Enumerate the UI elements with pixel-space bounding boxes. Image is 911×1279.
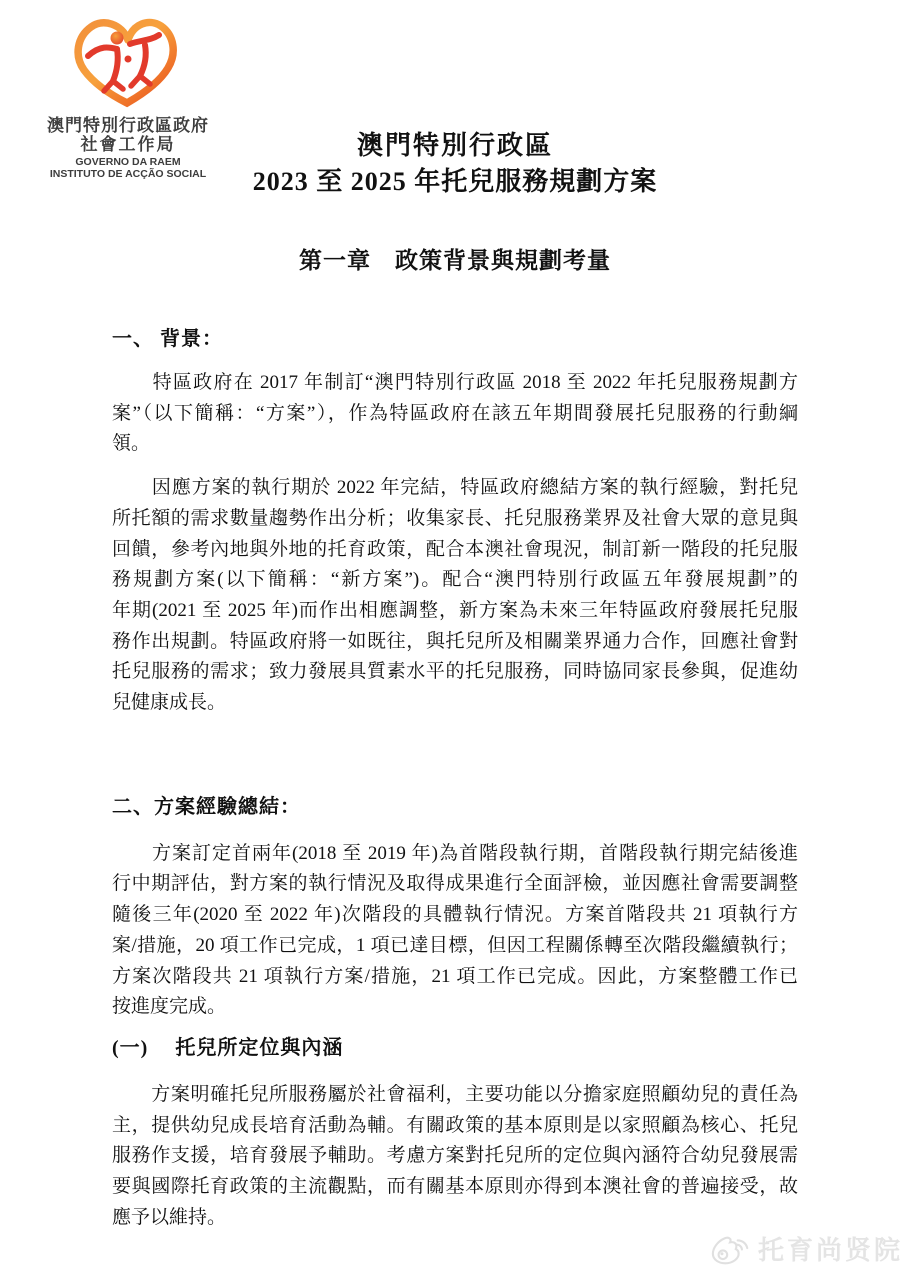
sub-section-number: (一) [112, 1036, 149, 1059]
document-body [112, 326, 798, 1233]
logo-dept-name-cn: 社會工作局 [80, 135, 176, 154]
paragraph-line: 行中期評估，對方案的執行情況及取得成果進行全面評檢，並因應社會需要調整 [112, 873, 798, 895]
paragraph-line: 方案次階段共 21 項執行方案/措施，21 項工作已完成。因此，方案整體工作已 [112, 965, 798, 987]
paragraph-line: 案/措施，20 項工作已完成，1 項已達目標，但因工程關係轉至次階段繼續執行； [112, 934, 798, 956]
paragraph [112, 839, 798, 1023]
title-line-2: 2023 至 2025 年托兒服務規劃方案 [252, 167, 658, 196]
paragraph-line: 按進度完成。 [112, 996, 227, 1018]
logo-dept-name-pt: INSTITUTO DE ACÇÃO SOCIAL [49, 167, 207, 180]
paragraph-line: 兒健康成長。 [112, 692, 227, 714]
watermark [710, 1230, 903, 1267]
sub-section-title: 托兒所定位與內涵 [175, 1036, 344, 1059]
logo-org-name-cn: 澳門特別行政區政府 [47, 116, 209, 135]
paragraph-line: 務規劃方案(以下簡稱：“新方案”)。配合“澳門特別行政區五年發展規劃”的 [112, 569, 798, 591]
paragraph-line: 務作出規劃。特區政府將一如既往，與托兒所及相關業界通力合作，回應社會對 [112, 630, 798, 652]
paragraph-line: 案”（以下簡稱：“方案”），作為特區政府在該五年期間發展托兒服務的行動綱 [112, 402, 798, 424]
logo-org-name-pt: GOVERNO DA RAEM [75, 156, 181, 168]
section-heading: 二、方案經驗總結： [112, 795, 301, 818]
document-title [112, 128, 798, 200]
paragraph-line: 應予以維持。 [112, 1206, 227, 1228]
weibo-icon [710, 1231, 752, 1267]
paragraph-line: 方案明確托兒所服務屬於社會福利，主要功能以分擔家庭照顧幼兒的責任為 [112, 1083, 798, 1105]
paragraph-line: 年期(2021 至 2025 年)而作出相應調整，新方案為未來三年特區政府發展托兒服 [112, 599, 798, 621]
paragraph-line: 所托額的需求數量趨勢作出分析；收集家長、托兒服務業界及社會大眾的意見與 [112, 507, 798, 529]
chapter-heading: 第一章 政策背景與規劃考量 [299, 248, 611, 273]
paragraph [112, 1080, 798, 1234]
paragraph [112, 473, 798, 719]
paragraph-line: 托兒服務的需求；致力發展具質素水平的托兒服務，同時協同家長參與，促進幼 [112, 661, 798, 683]
heart-logo-icon [70, 14, 186, 110]
watermark-text: 托育尚贤院 [757, 1235, 903, 1265]
paragraph-line: 主，提供幼兒成長培育活動為輔。有關政策的基本原則是以家照顧為核心、托兒 [112, 1114, 798, 1136]
sub-section-heading [112, 1035, 798, 1061]
paragraph-line: 隨後三年(2020 至 2022 年)次階段的具體執行情況。方案首階段共 21 項執行方 [112, 904, 798, 926]
paragraph-line: 要與國際托育政策的主流觀點，而有關基本原則亦得到本澳社會的普遍接受，故 [112, 1176, 798, 1198]
paragraph-line: 特區政府在 2017 年制訂“澳門特別行政區 2018 至 2022 年托兒服務規劃方 [112, 372, 798, 393]
paragraph-line: 因應方案的執行期於 2022 年完結，特區政府總結方案的執行經驗，對托兒 [112, 477, 798, 499]
paragraph-line: 方案訂定首兩年(2018 至 2019 年)為首階段執行期，首階段執行期完結後進 [112, 842, 798, 864]
paragraph-line: 回饋，參考內地與外地的托育政策，配合本澳社會現況，制訂新一階段的托兒服 [112, 538, 798, 560]
paragraph-line: 領。 [112, 433, 151, 455]
title-line-1: 澳門特別行政區 [356, 131, 553, 160]
paragraph [112, 368, 798, 460]
section-heading: 一、 背景： [112, 328, 223, 350]
paragraph-line: 服務作支援，培育發展予輔助。考慮方案對托兒所的定位與內涵符合幼兒發展需 [112, 1145, 798, 1167]
